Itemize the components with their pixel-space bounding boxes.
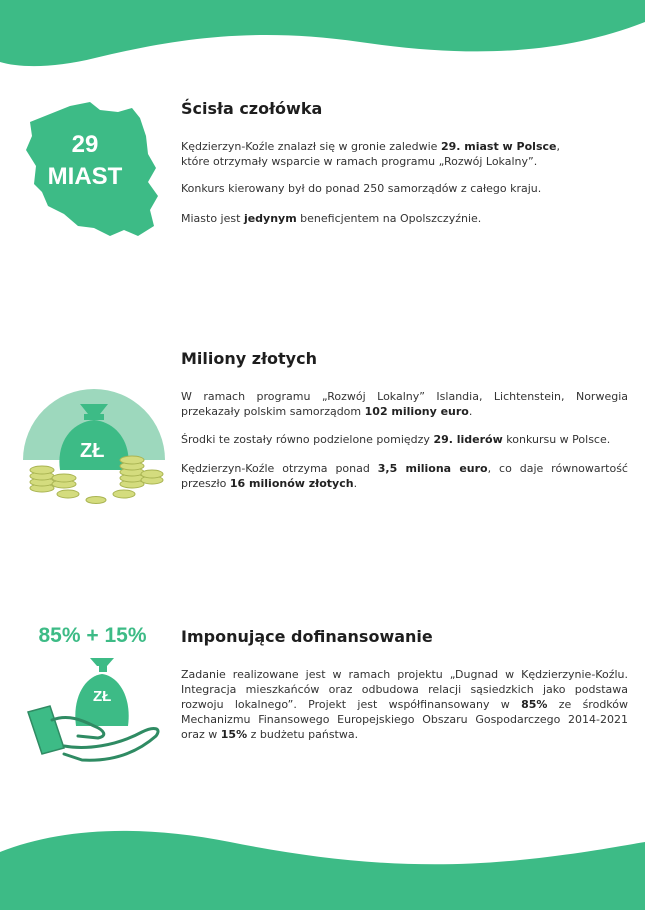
text-run: Kędzierzyn-Koźle otrzyma ponad: [181, 462, 378, 475]
emphasis-text: jedynym: [243, 212, 297, 225]
top-wave-decoration: [0, 0, 645, 75]
text-run: które otrzymały wsparcie w ramach programu „Rozwój Lokalny”.: [181, 155, 538, 168]
section-title-millions: Miliony złotych: [181, 349, 317, 368]
text-run: Środki te zostały równo podzielone pomiędzy: [181, 433, 434, 446]
money-bag-coins-icon: [20, 360, 168, 510]
text-run: konkursu w Polsce.: [502, 433, 611, 446]
emphasis-text: 85%: [521, 698, 548, 711]
text-run: W ramach programu „Rozwój Lokalny” Islandia, Lichtenstein, Norwegia przekazały polskim samorządom: [181, 390, 628, 418]
section-title-cofinancing: Imponujące dofinansowanie: [181, 627, 433, 646]
emphasis-text: 29. liderów: [433, 433, 503, 446]
emphasis-text: 29. miast w Polsce: [440, 140, 557, 153]
text-run: .: [353, 477, 358, 490]
emphasis-text: 16 milionów złotych: [229, 477, 354, 490]
text-run: , co daje równowartość przeszło: [181, 462, 628, 490]
emphasis-text: 15%: [220, 728, 248, 741]
paragraph: [181, 211, 628, 226]
map-count-line2: MIAST: [47, 163, 123, 190]
text-run: ,: [556, 140, 560, 153]
map-count-line1: 29: [71, 131, 99, 158]
money-bag-label: ZŁ: [80, 440, 105, 462]
bottom-wave-decoration: [0, 820, 645, 910]
paragraph: [181, 432, 628, 447]
hand-bag-label: ZŁ: [93, 688, 112, 705]
percent-label: 85% + 15%: [38, 624, 147, 647]
text-run: z budżetu państwa.: [247, 728, 359, 741]
hand-money-bag-icon: [20, 654, 170, 768]
text-run: beneficjentem na Opolszczyźnie.: [296, 212, 482, 225]
text-run: Kędzierzyn-Koźle znalazł się w gronie zaledwie: [181, 140, 441, 153]
emphasis-text: 102 miliony euro: [364, 405, 469, 418]
text-run: ze środków Mechanizmu Finansowego Europejskiego Obszaru Gospodarczego 2014-2021 oraz w: [181, 698, 629, 741]
paragraph: [181, 461, 628, 491]
emphasis-text: 3,5 miliona euro: [377, 462, 488, 475]
paragraph: [181, 389, 628, 419]
text-run: .: [468, 405, 473, 418]
text-run: Konkurs kierowany był do ponad 250 samorządów z całego kraju.: [181, 182, 542, 195]
text-run: Zadanie realizowane jest w ramach projektu „Dugnad w Kędzierzynie-Koźlu. Integracja mieszkańców oraz odbudowa relacji sąsiedzkich jako podstawa rozwoju lokalnego”. Projekt jest współfinansowany w: [181, 668, 628, 711]
text-run: Miasto jest: [181, 212, 244, 225]
paragraph: [181, 667, 628, 742]
paragraph: [181, 139, 628, 169]
section-title-top-leaders: Ścisła czołówka: [181, 99, 323, 118]
paragraph: [181, 181, 628, 196]
